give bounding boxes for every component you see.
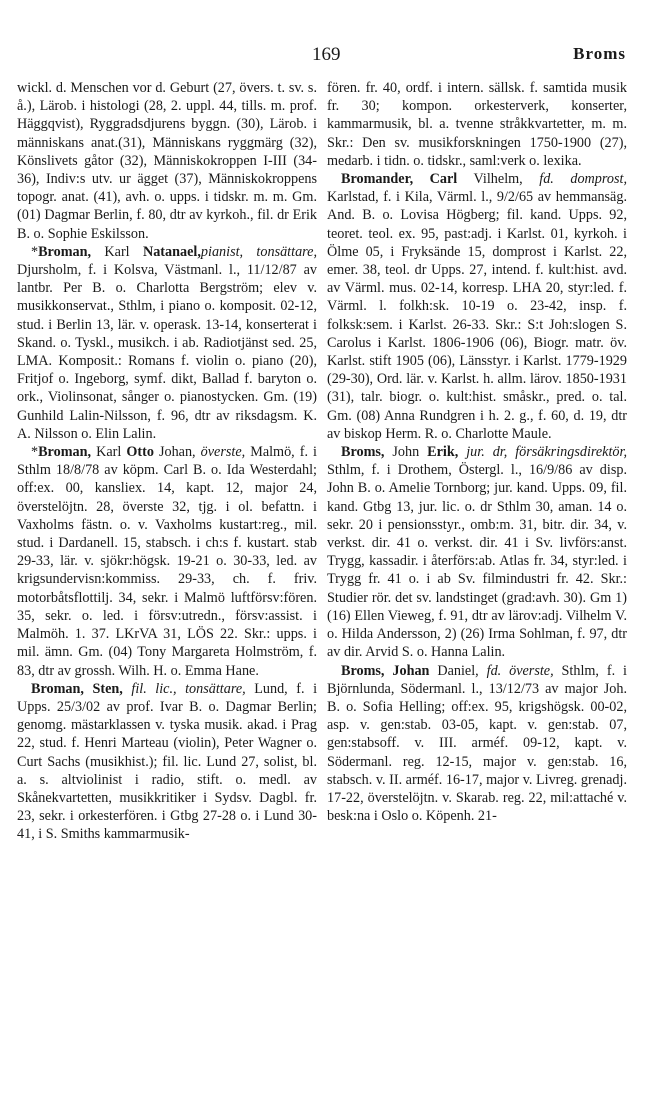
biography-entry bbox=[327, 662, 627, 826]
entry-surname: Broman, Sten, bbox=[31, 680, 123, 697]
entry-given-names: Daniel, bbox=[429, 662, 479, 679]
entry-title: jur. dr, försäkringsdirektör, bbox=[466, 444, 628, 461]
entry-call-name: Natanael, bbox=[142, 243, 201, 260]
left-column bbox=[17, 79, 317, 844]
entry-call-name: Erik, bbox=[427, 444, 459, 461]
page-header bbox=[0, 44, 664, 68]
entry-title: fd. domprost, bbox=[539, 171, 627, 188]
entry-title: fil. lic., tonsättare, bbox=[131, 680, 246, 697]
entry-text: Malmö, f. i Sthlm 18/8/78 av köpm. Carl B. o. Ida Westerdahl; off:ex. 00, kansliex. 14, kapt. 12, major 24, överstelöjtn. 28, överste 32, tjg. i ol. befattn. i Vaxholms fästn. o. v. Vaxholms kustart:reg., mil. stud. i Dardanell. 15, stabsch. i ch:s f. kustart. stab 29-33, lär. v. sjökr:högsk. 19-21 o. 30-33, led. av krigsundervisn:kommiss. 29-33, ch. f. friv. motorbåtsflottilj. 34, sekr. i Malmö luftförsv:fören. 35, sekr. o. led. i försv:utredn., försv:assist. i Malmöh. 1. 37. LKrVA 31, LÖS 22. Skr.: upps. i mil. ämn. Gm. (04) Tony Margareta Holmström, f. 83, dtr av grossh. Wilh. H. o. Emma Hane. bbox=[17, 444, 318, 679]
continued-entry: wickl. d. Menschen vor d. Geburt (27, övers. t. sv. s. å.), Lärob. i histologi (28, 2. uppl. 44, tills. m. prof. Häggqvist), Ryggradsdjurens byggn. (30), Lärob. i människans anat.(31), Människans ryggmärg (32), Könslivets gåtor (32), Människokroppen I-III (34-36), Indiv:s utv. ur ägget (37), Människokroppens topogr. anat. (41), avh. o. upps. i tidskr. m. m. Gm. (01) Dagmar Berlin, f. 80, dtr av kyrkoh., fil. dr Erik B. o. Sophie Eskilsson. bbox=[17, 80, 317, 242]
entry-text: Djursholm, f. i Kolsva, Västmanl. l., 11/12/87 av lantbr. Per B. o. Charlotta Bergström; elev v. musikkonservat., Sthlm, i piano o. komposit. 02-12, stud. i Berlin 13, lär. v. operask. 13-14, konserterat i Skand. o. Tyskl., musikch. i ab. Radiotjänst sed. 25, LMA. Komposit.: Romans f. violin o. piano (20), Fritjof o. Ingeborg, symf. dikt, Ballad f. baryton o. ork., Violinsonat, sånger o. pianostycken. Gm. (19) Gunhild Lalin-Nilsson, f. 96, dtr av riksdagsm. K. A. Nilsson o. Elin Lalin. bbox=[17, 262, 317, 442]
entry-text: Sthlm, f. i Drothem, Östergl. l., 16/9/86 av disp. John B. o. Amelie Tornborg; jur. kand. Upps. 09, fil. kand. Gtbg 13, jur. lic. o. dr Sthlm 30, aman. 14 o. sekr. 20 i pensionsstyr., omb:m. 31, bitr. dir. 34, v. verkst. dir. 41 o. verkst. dir. 41 i Sv. livförs:anst. Trygg, kassadir. i återförs:ab. Atlas fr. 34, styr:led. i Trygg fr. 41 o. i ab Sv. filmindustri fr. 42. Skr.: Studier rör. det sv. landstinget (grad:avh. 30). Gm 1) (16) Ellen Vieweg, f. 91, dtr av lärov:adj. Vilhelm V. o. Hilda Andersson, 2) (26) Irma Sohlman, f. 97, dtr av dir. Arvid S. o. Hanna Lalin. bbox=[327, 462, 627, 661]
entry-text: Lund, f. i Upps. 25/3/02 av prof. Ivar B. o. Dagmar Berlin; genomg. mästarklassen v. tyska musik. akad. i Prag 22, stud. f. Henri Marteau (violin), Peter Wagner o. Curt Sachs (musikhist.); fil. lic. Lund 27, solist, bl. a. s. altviolinist i radio, stift. o. medl. av Skånekvartetten, musikkritiker i Sydsv. Dagbl. fr. 23, sekr. i orkesterfören. i Gtbg 27-28 o. i Lund 30-41, i S. Smiths kammarmusik- bbox=[17, 680, 318, 843]
entry-call-name: Carl bbox=[413, 171, 458, 188]
entry-given-names: Karl bbox=[91, 243, 143, 260]
entry-text: Sthlm, f. i Björnlunda, Södermanl. l., 13/12/73 av major Joh. B. o. Sofia Helling; off:ex. 95, krigshögsk. 00-02, asp. v. gen:stab. 03-05, kapt. v. gen:stab. 07, gen:stabsoff. v. III. arméf. 09-12, kapt. v. Södermanl. reg. 12-15, major v. gen:stab. 16, stabsch. v. II. arméf. 16-17, major v. Livreg. grenadj. 17-22, överstelöjtn. v. Skarab. reg. 22, mil:attaché v. besk:na i Oslo o. Köpenh. 21- bbox=[327, 662, 627, 825]
entry-given-after: Johan, bbox=[153, 444, 196, 461]
biography-entry bbox=[17, 243, 317, 443]
entry-title: pianist, tonsättare, bbox=[200, 243, 317, 260]
entry-surname: Bromander, bbox=[341, 171, 414, 188]
entry-surname: Broman, bbox=[38, 444, 92, 461]
entry-title: fd. överste, bbox=[486, 662, 554, 679]
continued-entry: fören. fr. 40, ordf. i intern. sällsk. f. samtida musik fr. 30; kompon. orkesterverk, konserter, kammarmusik, bl. a. tvenne stråkkvartetter, m. m. Skr.: Den sv. musikforskningen 1750-1900 (27), medarb. i tidn. o. tidskr., saml:verk o. lexika. bbox=[327, 80, 627, 169]
right-column bbox=[327, 79, 627, 825]
entry-text: Karlstad, f. i Kila, Värml. l., 9/2/65 av hemmansäg. And. B. o. Lovisa Högberg; fil. kand. Upps. 92, teoret. teol. ex. 95, past:adj. i Karlst. 01, kyrkoh. i Ölme 05, i Fryksände 15, domprost i Karlst. 22, emer. 38, teol. dr Upps. 27, intend. f. kult:hist. avd. av Värml. mus. 02-14, korresp. LHA 20, styr:led. f. Värml. l. folkh:sk. 10-19 o. 23-42, insp. f. folksk:sem. i Karlst. 26-33. Skr.: S:t Joh:slogen S. Carolus i Karlst. 1806-1906 (06), Biogr. matr. öv. Karlst. stift 1905 (06), Länsstyr. i Karlst. 1779-1929 (29-30), Ord. lär. v. Karlst. h. allm. lärov. 1850-1931 (31), talr. biogr. o. kult:hist. småskr., pred. o. tal. Gm. (08) Anna Rundgren i h. 2. g., f. 60, d. 19, dtr av biskop Herm. R. o. Charlotte Maule. bbox=[327, 189, 627, 442]
page-number: 169 bbox=[312, 44, 341, 65]
biography-entry bbox=[327, 443, 627, 661]
entry-given-names: Karl bbox=[91, 444, 127, 461]
entry-surname: Broms, bbox=[341, 444, 385, 461]
entry-given-names: John bbox=[384, 444, 428, 461]
biography-entry bbox=[17, 443, 317, 680]
entry-call-name: Otto bbox=[126, 444, 154, 461]
entry-given-names: Vilhelm, bbox=[457, 171, 523, 188]
entry-title: överste, bbox=[200, 444, 246, 461]
entry-prefix: * bbox=[31, 243, 39, 260]
entry-surname: Broman, bbox=[38, 243, 92, 260]
entry-call-name: Johan bbox=[384, 662, 430, 679]
biography-entry bbox=[17, 680, 317, 844]
entry-prefix: * bbox=[31, 444, 39, 461]
biography-entry bbox=[327, 170, 627, 443]
entry-surname: Broms, bbox=[341, 662, 385, 679]
running-head: Broms bbox=[573, 44, 626, 63]
